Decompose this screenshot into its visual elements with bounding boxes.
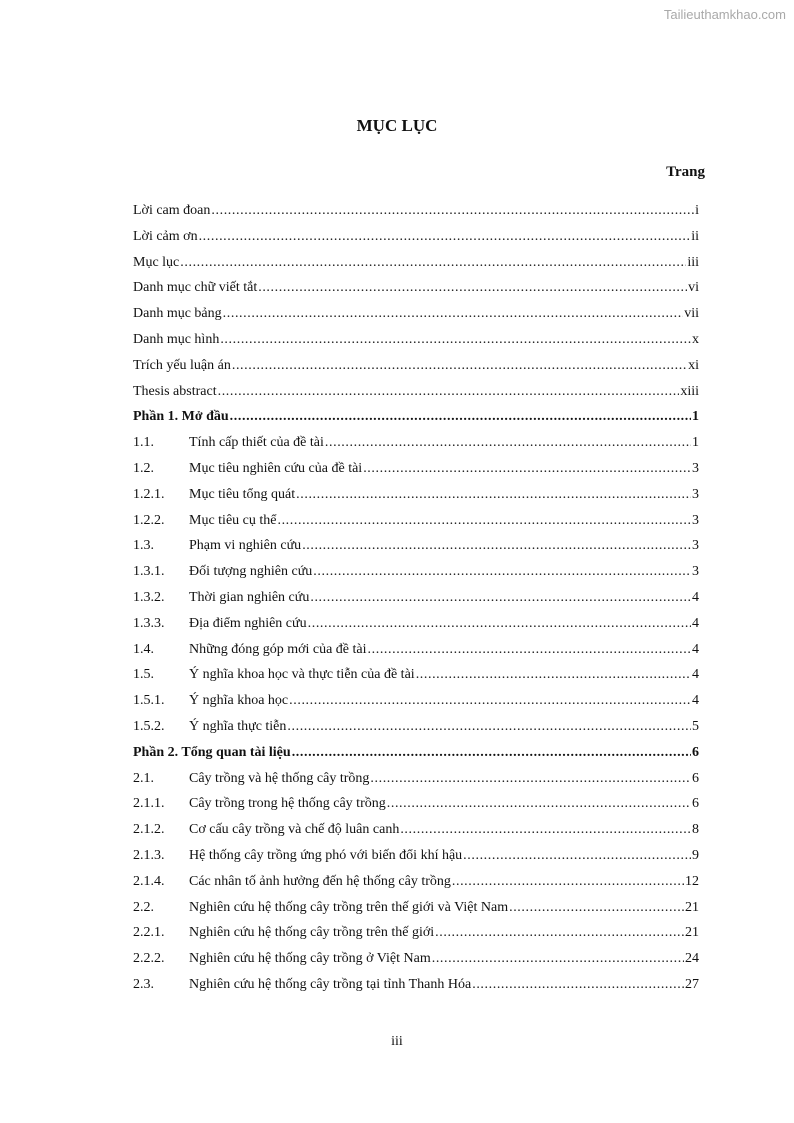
toc-entry xyxy=(133,920,699,946)
dot-leader xyxy=(292,740,691,766)
toc-entry xyxy=(133,353,699,379)
dot-leader xyxy=(223,301,684,327)
dot-leader xyxy=(363,456,691,482)
page-number: iii xyxy=(391,1034,403,1049)
toc-entry-page: 3 xyxy=(692,486,699,502)
toc-entry xyxy=(133,611,699,637)
toc-entry-title: Ý nghĩa khoa học và thực tiễn của đề tài xyxy=(189,667,415,683)
toc-entry-page: xi xyxy=(688,357,699,373)
toc-entry-number: 2.1. xyxy=(133,770,154,786)
toc-entry-title: Nghiên cứu hệ thống cây trồng trên thế giới xyxy=(189,925,435,941)
toc-entry xyxy=(133,946,699,972)
toc-entry xyxy=(133,662,699,688)
toc-entry xyxy=(133,224,699,250)
toc-entry-title: Những đóng góp mới của đề tài xyxy=(189,641,367,657)
dot-leader xyxy=(289,688,691,714)
toc-entry-title: Mục lục xyxy=(133,254,180,270)
toc-entry xyxy=(133,379,699,405)
dot-leader xyxy=(211,198,694,224)
toc-entry-number: 1.5. xyxy=(133,667,154,683)
toc-entry-title: Nghiên cứu hệ thống cây trồng ở Việt Nam xyxy=(189,951,431,967)
toc-entry-title: Đối tượng nghiên cứu xyxy=(189,564,313,580)
toc-entry-page: 4 xyxy=(692,615,699,631)
toc-entry-page: 21 xyxy=(685,899,699,915)
toc-entry xyxy=(133,559,699,585)
toc-entry-title: Danh mục chữ viết tắt xyxy=(133,280,258,296)
toc-entry xyxy=(133,714,699,740)
toc-entry-number: 1.3.2. xyxy=(133,589,165,605)
toc-entry-title: Danh mục bảng xyxy=(133,306,222,322)
toc-entry-number: 1.5.1. xyxy=(133,693,165,709)
toc-entry-title: Danh mục hình xyxy=(133,331,220,347)
toc-entry-page: 1 xyxy=(692,409,699,425)
toc-entry-title: Mục tiêu tổng quát xyxy=(189,486,296,502)
toc-entry-page: 5 xyxy=(692,718,699,734)
toc-entry-title: Thời gian nghiên cứu xyxy=(189,589,310,605)
dot-leader xyxy=(277,508,691,534)
toc-entry xyxy=(133,817,699,843)
toc-entry-page: 6 xyxy=(692,796,699,812)
toc-entry-title: Các nhân tố ảnh hưởng đến hệ thống cây trồng xyxy=(189,873,451,889)
toc-entry xyxy=(133,327,699,353)
toc-entry xyxy=(133,688,699,714)
dot-leader xyxy=(400,817,691,843)
dot-leader xyxy=(313,559,691,585)
toc-entry-page: 4 xyxy=(692,641,699,657)
toc-entry xyxy=(133,637,699,663)
toc-entry-number: 2.1.2. xyxy=(133,822,165,838)
toc-entry-page: ii xyxy=(691,228,699,244)
dot-leader xyxy=(308,611,691,637)
dot-leader xyxy=(232,353,687,379)
toc-entry-title: Hệ thống cây trồng ứng phó với biến đổi khí hậu xyxy=(189,847,463,863)
page-column-header: Trang xyxy=(666,164,705,180)
toc-entry-title: Thesis abstract xyxy=(133,383,217,399)
dot-leader xyxy=(199,224,691,250)
dot-leader xyxy=(472,972,684,998)
dot-leader xyxy=(220,327,691,353)
toc-entry-page: 27 xyxy=(685,976,699,992)
toc-entry xyxy=(133,740,699,766)
toc-entry-number: 2.2. xyxy=(133,899,154,915)
toc-entry-title: Cây trồng trong hệ thống cây trồng xyxy=(189,796,386,812)
toc-entry-title: Trích yếu luận án xyxy=(133,357,231,373)
toc-entry-page: i xyxy=(695,203,699,218)
toc-entry-title: Lời cảm ơn xyxy=(133,228,198,244)
toc-entry-page: 6 xyxy=(692,770,699,786)
dot-leader xyxy=(416,662,691,688)
toc-entry-title: Mục tiêu nghiên cứu của đề tài xyxy=(189,460,363,476)
toc-entry xyxy=(133,456,699,482)
toc-entry xyxy=(133,250,699,276)
toc-entry xyxy=(133,869,699,895)
dot-leader xyxy=(302,533,691,559)
toc-entry-page: vii xyxy=(684,306,699,322)
toc-entry-number: 1.2.2. xyxy=(133,512,165,528)
toc-entry xyxy=(133,404,699,430)
toc-entry-title: Mục tiêu cụ thể xyxy=(189,512,277,528)
toc-entry xyxy=(133,766,699,792)
dot-leader xyxy=(432,946,684,972)
page-title: MỤC LỤC xyxy=(356,116,438,135)
toc-entry-title: Ý nghĩa khoa học xyxy=(189,693,289,709)
watermark: Tailieuthamkhao.com xyxy=(663,7,786,22)
dot-leader xyxy=(296,482,691,508)
dot-leader xyxy=(387,791,691,817)
toc-entry-number: 1.2. xyxy=(133,460,154,476)
dot-leader xyxy=(310,585,691,611)
toc-entry-page: 3 xyxy=(692,538,699,554)
toc-entry-title: Tính cấp thiết của đề tài xyxy=(189,435,324,451)
dot-leader xyxy=(325,430,691,456)
toc-entry-title: Lời cam đoan xyxy=(133,203,211,218)
toc-entry xyxy=(133,301,699,327)
toc-entry xyxy=(133,198,699,224)
toc-entry xyxy=(133,275,699,301)
toc-entry-page: 21 xyxy=(685,925,699,941)
toc-entry-number: 2.1.1. xyxy=(133,796,165,812)
toc-entry-number: 2.1.3. xyxy=(133,847,165,863)
toc-entry-page: 3 xyxy=(692,564,699,580)
toc-entry-page: 4 xyxy=(692,693,699,709)
dot-leader xyxy=(370,766,691,792)
toc-entry-page: iii xyxy=(687,254,699,270)
toc-entry xyxy=(133,508,699,534)
toc-entry-number: 2.2.1. xyxy=(133,925,165,941)
toc-entry-page: 3 xyxy=(692,512,699,528)
toc-entry-number: 1.3.1. xyxy=(133,564,165,580)
toc-entry-number: 2.2.2. xyxy=(133,951,165,967)
dot-leader xyxy=(509,895,684,921)
toc-entry-title: Cây trồng và hệ thống cây trồng xyxy=(189,770,370,786)
toc-entry-title: Cơ cấu cây trồng và chế độ luân canh xyxy=(189,822,400,838)
toc-entry-title: Phạm vi nghiên cứu xyxy=(189,538,302,554)
toc-entry-page: 12 xyxy=(685,873,699,889)
toc-entry xyxy=(133,843,699,869)
toc-entry xyxy=(133,585,699,611)
toc-entry-number: 1.4. xyxy=(133,641,154,657)
toc-entry-page: 9 xyxy=(692,847,699,863)
toc-entry-page: 1 xyxy=(692,435,699,451)
toc-entry xyxy=(133,895,699,921)
toc-entry-number: 2.3. xyxy=(133,976,154,992)
toc-entry-title: Phần 2. Tổng quan tài liệu xyxy=(133,744,291,760)
table-of-contents xyxy=(133,198,699,998)
dot-leader xyxy=(258,275,687,301)
toc-entry xyxy=(133,533,699,559)
toc-entry-page: xiii xyxy=(680,383,699,399)
toc-entry-number: 1.3.3. xyxy=(133,615,165,631)
toc-entry-title: Phần 1. Mở đầu xyxy=(133,409,229,425)
toc-entry xyxy=(133,791,699,817)
toc-entry-page: 4 xyxy=(692,667,699,683)
toc-entry-title: Địa điểm nghiên cứu xyxy=(189,615,307,631)
toc-entry-page: 4 xyxy=(692,589,699,605)
toc-entry-number: 1.2.1. xyxy=(133,486,165,502)
toc-entry-title: Nghiên cứu hệ thống cây trồng trên thế giới và Việt Nam xyxy=(189,899,509,915)
dot-leader xyxy=(435,920,684,946)
dot-leader xyxy=(180,250,686,276)
dot-leader xyxy=(452,869,684,895)
toc-entry-page: vi xyxy=(688,280,699,296)
dot-leader xyxy=(368,637,691,663)
toc-entry-page: 6 xyxy=(692,744,699,760)
dot-leader xyxy=(230,404,691,430)
dot-leader xyxy=(287,714,691,740)
toc-entry-number: 2.1.4. xyxy=(133,873,165,889)
toc-entry-number: 1.1. xyxy=(133,435,154,451)
toc-entry-page: 24 xyxy=(685,951,699,967)
toc-entry xyxy=(133,430,699,456)
toc-entry-page: 3 xyxy=(692,460,699,476)
toc-entry-page: 8 xyxy=(692,822,699,838)
toc-entry-number: 1.3. xyxy=(133,538,154,554)
toc-entry-title: Ý nghĩa thực tiễn xyxy=(189,718,287,734)
toc-entry xyxy=(133,972,699,998)
toc-entry xyxy=(133,482,699,508)
dot-leader xyxy=(218,379,680,405)
toc-entry-page: x xyxy=(692,331,699,347)
dot-leader xyxy=(463,843,691,869)
toc-entry-number: 1.5.2. xyxy=(133,718,165,734)
toc-entry-title: Nghiên cứu hệ thống cây trồng tại tỉnh Thanh Hóa xyxy=(189,976,472,992)
